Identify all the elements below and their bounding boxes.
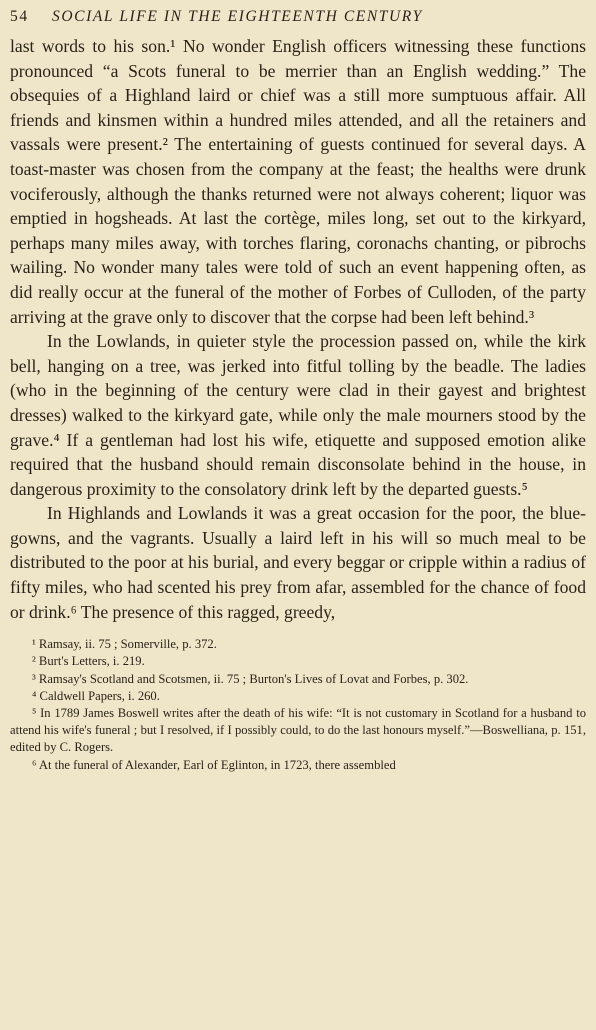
footnote: ⁶ At the funeral of Alexander, Earl of Eglinton, in 1723, there assembled [32, 757, 396, 772]
running-head [10, 8, 586, 34]
footnote: ⁵ In 1789 James Boswell writes after the death of his wife: “It is not customary in Scotland for a husband to attend his wife's funeral ; but I resolved, if I possibly could, to do the last honours myself.”—Boswelliana, p. 151, edited by C. Rogers. [10, 706, 586, 755]
footnote: ⁴ Caldwell Papers, i. 260. [32, 688, 160, 703]
page-number: 54 [10, 8, 29, 25]
body-text [10, 34, 586, 624]
running-title: SOCIAL LIFE IN THE EIGHTEENTH CENTURY [52, 8, 423, 25]
paragraph: last words to his son.¹ No wonder English officers witnessing these functions pronounced “a Scots funeral to be merrier than an English wedding.” The obsequies of a Highland laird or chief was a still more sumptuous affair. All friends and kinsmen within a hundred miles attended, and all the retainers and vassals were present.² The entertaining of guests continued for several days. A toast-master was chosen from the company at the feast; the healths were drunk vociferously, although the thanks returned were not always coherent; liquor was emptied in hogsheads. At last the cortège, miles long, set out to the kirkyard, perhaps many miles away, with torches flaring, coronachs chanting, or pibrochs wailing. No wonder many tales were told of such an event happening often, as did really occur at the funeral of the mother of Forbes of Culloden, of the party arriving at the grave only to discover that the corpse had been left behind.³ [10, 36, 586, 327]
paragraph: In Highlands and Lowlands it was a great occasion for the poor, the blue-gowns, and the vagrants. Usually a laird left in his will so much meal to be distributed to the poor at his burial, and every beggar or cripple within a radius of fifty miles, who had scented his prey from afar, assembled for the chance of food or drink.⁶ The presence of this ragged, greedy, [10, 503, 586, 622]
footnote: ¹ Ramsay, ii. 75 ; Somerville, p. 372. [32, 637, 217, 652]
footnote: ² Burt's Letters, i. 219. [32, 654, 145, 669]
footnotes [10, 636, 586, 774]
paragraph: In the Lowlands, in quieter style the procession passed on, while the kirk bell, hanging on a tree, was jerked into fitful tolling by the beadle. The ladies (who in the beginning of the century were clad in their gayest and brightest dresses) walked to the kirkyard gate, while only the male mourners stood by the grave.⁴ If a gentleman had lost his wife, etiquette and supposed emotion alike required that the husband should remain disconsolate behind in the house, in dangerous proximity to the consolatory drink left by the departed guests.⁵ [10, 331, 586, 499]
footnote: ³ Ramsay's Scotland and Scotsmen, ii. 75 ; Burton's Lives of Lovat and Forbes, p. 302. [32, 671, 469, 686]
